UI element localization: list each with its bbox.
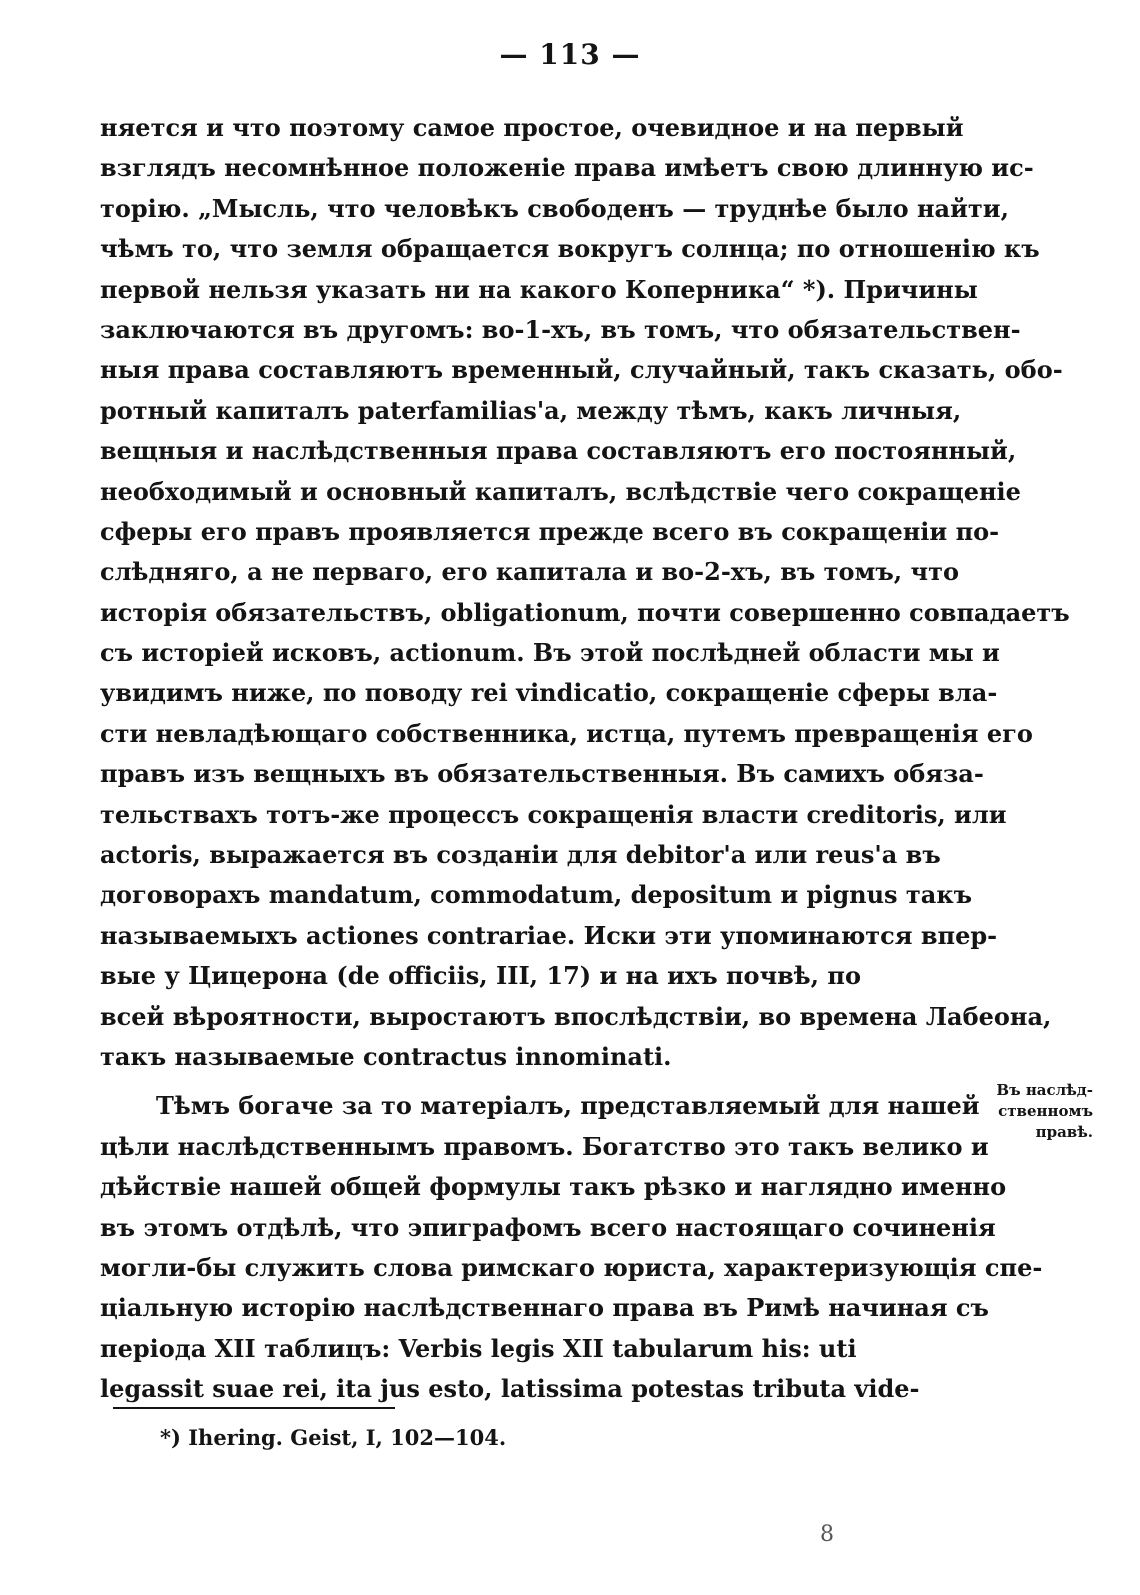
text-line-26: цѣли наслѣдственнымъ правомъ. Богатство это такъ велико и xyxy=(100,1131,989,1161)
text-line-21: называемыхъ actiones contrariae. Иски эти упоминаются впер- xyxy=(100,920,998,950)
text-line-8: ротный капиталъ paterfamilias'а, между тѣмъ, какъ личныя, xyxy=(100,395,962,425)
text-line-23: всей вѣроятности, выростаютъ впослѣдствіи, во времена Лабеона, xyxy=(100,1001,1052,1031)
footnote-rule xyxy=(113,1407,395,1409)
text-line-29: могли-бы служить слова римскаго юриста, характеризующія спе- xyxy=(100,1252,1043,1282)
text-line-5: первой нельзя указать ни на какого Коперника“ *). Причины xyxy=(100,274,978,304)
text-line-22: вые у Цицерона (de officiis, III, 17) и на ихъ почвѣ, по xyxy=(100,961,861,991)
text-line-7: ныя права составляютъ временный, случайный, такъ сказать, обо- xyxy=(100,355,1063,385)
text-line-4: чѣмъ то, что земля обращается вокругъ солнца; по отношенію къ xyxy=(100,234,1040,264)
margin-note-line-2: ственномъ xyxy=(998,1102,1093,1120)
page-number: — 113 — xyxy=(499,38,641,71)
text-line-6: заключаются въ другомъ: во-1-хъ, въ томъ, что обязательствен- xyxy=(100,314,1021,344)
footnote: *) Ihering. Geist, I, 102—104. xyxy=(160,1425,507,1450)
text-line-15: увидимъ ниже, по поводу rei vindicatio, сокращеніе сферы вла- xyxy=(100,678,998,708)
body-text xyxy=(100,108,1070,1410)
text-line-32: legassit suae rei, ita jus esto, latissima potestas tributa vide- xyxy=(100,1374,920,1404)
signature-mark: 8 xyxy=(820,1522,834,1547)
paragraph-gap xyxy=(100,1077,1070,1086)
text-line-2: взглядъ несомнѣнное положеніе права имѣетъ свою длинную ис- xyxy=(100,153,1034,183)
text-line-13: исторія обязательствъ, obligationum, почти совершенно совпадаетъ xyxy=(100,597,1070,627)
margin-note-line-3: правѣ. xyxy=(1035,1123,1093,1141)
text-line-1: няется и что поэтому самое простое, очевидное и на первый xyxy=(100,113,964,142)
text-line-19: actoris, выражается въ созданіи для debitor'а или reus'а въ xyxy=(100,840,941,870)
text-line-17: правъ изъ вещныхъ въ обязательственныя. Въ самихъ обяза- xyxy=(100,759,984,789)
text-line-31: періода XII таблицъ: Verbis legis XII tabularum his: uti xyxy=(100,1333,857,1363)
text-line-27: дѣйствіе нашей общей формулы такъ рѣзко и наглядно именно xyxy=(100,1172,1007,1202)
text-line-9: вещныя и наслѣдственныя права составляютъ его постоянный, xyxy=(100,436,1017,466)
text-line-20: договорахъ mandatum, commodatum, depositum и pignus такъ xyxy=(100,880,973,910)
text-line-18: тельствахъ тотъ-же процессъ сокращенія власти creditoris, или xyxy=(100,799,1007,829)
margin-note xyxy=(953,1080,1093,1143)
text-line-10: необходимый и основный капиталъ, вслѣдствіе чего сокращеніе xyxy=(100,476,1021,506)
text-line-14: съ исторіей исковъ, actionum. Въ этой послѣдней области мы и xyxy=(100,638,1000,668)
text-line-16: сти невладѣющаго собственника, истца, путемъ превращенія его xyxy=(100,718,1033,748)
text-line-24: такъ называемые contractus innominati. xyxy=(100,1041,672,1071)
text-line-25: Тѣмъ богаче за то матеріалъ, представляемый для нашей xyxy=(156,1091,980,1121)
text-line-28: въ этомъ отдѣлѣ, что эпиграфомъ всего настоящаго сочиненія xyxy=(100,1212,996,1242)
margin-note-line-1: Въ наслѣд- xyxy=(996,1081,1093,1099)
text-line-11: сферы его правъ проявляется прежде всего въ сокращеніи по- xyxy=(100,516,1000,546)
text-line-3: торію. „Мысль, что человѣкъ свободенъ — труднѣе было найти, xyxy=(100,193,1009,223)
text-line-30: ціальную исторію наслѣдственнаго права въ Римѣ начиная съ xyxy=(100,1293,989,1323)
text-line-12: слѣдняго, а не перваго, его капитала и во-2-хъ, въ томъ, что xyxy=(100,557,959,587)
